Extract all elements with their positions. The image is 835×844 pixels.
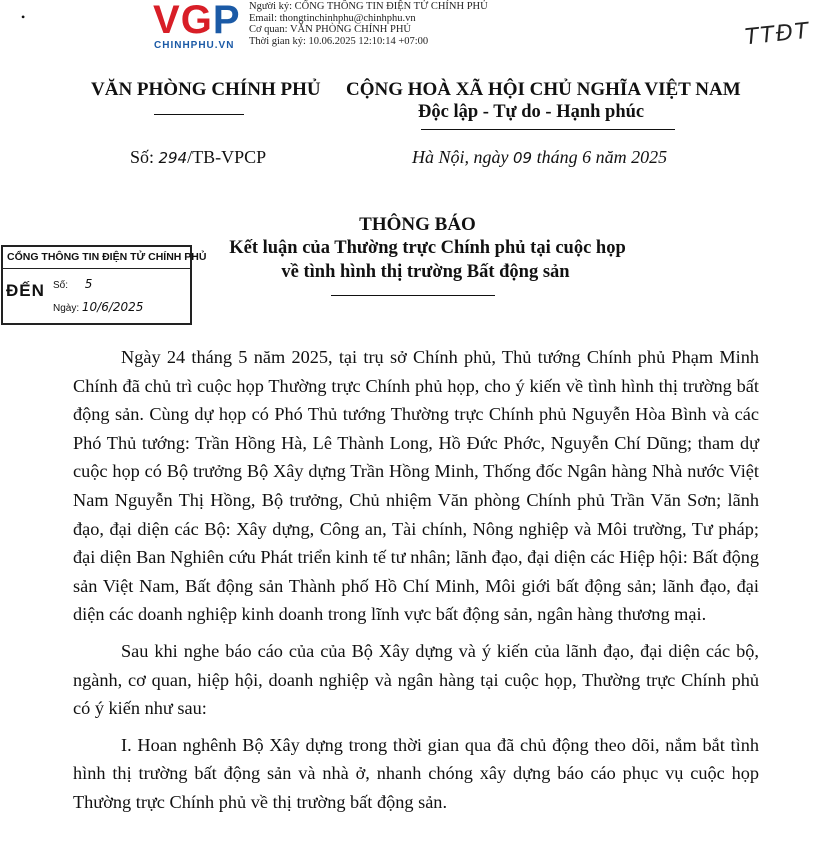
stamp-header: CỔNG THÔNG TIN ĐIỆN TỬ CHÍNH PHỦ — [7, 251, 207, 263]
agency-underline — [154, 114, 244, 115]
vgp-logo — [153, 0, 241, 40]
body-paragraph: I. Hoan nghênh Bộ Xây dựng trong thời gian qua đã chủ động theo dõi, nắm bắt tình hình thị trường bất động sản và nhà ở, nhanh chóng xây dựng báo cáo phục vụ cuộc họp Thường trực Chính phủ về thị trường bất động sản. — [73, 734, 759, 812]
corner-mark: • — [21, 10, 26, 24]
title-underline — [331, 295, 495, 296]
sign-time-line: Thời gian ký: 10.06.2025 12:10:14 +07:00 — [249, 35, 429, 47]
received-stamp — [1, 245, 207, 325]
handwritten-note: TTĐT — [743, 18, 812, 51]
place-date-prefix: Hà Nội, ngày — [412, 147, 509, 167]
national-motto: Độc lập - Tự do - Hạnh phúc — [418, 102, 645, 122]
vgp-logo-v: V — [153, 0, 181, 42]
motto-underline — [421, 129, 675, 130]
stamp-date — [53, 300, 143, 314]
national-title: CỘNG HOÀ XÃ HỘI CHỦ NGHĨA VIỆT NAM — [346, 79, 741, 100]
stamp-date-label: Ngày: — [53, 303, 80, 314]
stamp-number-value: 5 — [84, 277, 93, 291]
stamp-number-label: Số: — [53, 280, 69, 291]
vgp-logo-g: G — [180, 0, 213, 42]
stamp-date-value: 10/6/2025 — [81, 300, 144, 314]
day-value: 09 — [513, 149, 533, 167]
document-title: THÔNG BÁO — [359, 214, 476, 235]
issuing-agency: VĂN PHÒNG CHÍNH PHỦ — [91, 79, 321, 100]
document-subtitle-line2: về tình hình thị trường Bất động sản — [281, 262, 570, 282]
body-paragraph: Sau khi nghe báo cáo của của Bộ Xây dựng và ý kiến của lãnh đạo, đại diện các bộ, ngành, cơ quan, hiệp hội, doanh nghiệp và ngân hàng tại cuộc họp, Thường trực Chính phủ có ý kiến như sau: — [73, 640, 759, 719]
number-value: 294 — [158, 149, 188, 167]
agency-line: Cơ quan: VĂN PHÒNG CHÍNH PHỦ — [249, 24, 411, 35]
document-subtitle-line1: Kết luận của Thường trực Chính phủ tại cuộc họp — [229, 238, 626, 258]
vgp-logo-p: P — [212, 0, 241, 42]
stamp-divider — [3, 268, 190, 269]
number-prefix: Số: — [130, 147, 155, 167]
document-body — [73, 343, 759, 817]
body-paragraph: Ngày 24 tháng 5 năm 2025, tại trụ sở Chính phủ, Thủ tướng Chính phủ Phạm Minh Chính đã chủ trì cuộc họp Thường trực Chính phủ họp, cho ý kiến về tình hình thị trường bất động sản. Cùng dự họp có Phó Thủ tướng Thường trực Chính phủ Nguyễn Hòa Bình và các Phó Thủ tướng: Trần Hồng Hà, Lê Thành Long, Hồ Đức Phớc, Nguyễn Chí Dũng; tham dự cuộc họp có Bộ trưởng Bộ Xây dựng Trần Hồng Minh, Thống đốc Ngân hàng Nhà nước Việt Nam Nguyễn Thị Hồng, Bộ trưởng, Chủ nhiệm Văn phòng Chính phủ Trần Văn Sơn; lãnh đạo, đại diện các Bộ: Xây dựng, Công an, Tài chính, Nông nghiệp và Môi trường, Tư pháp; đại diện Ban Nghiên cứu Phát triển kinh tế tư nhân; lãnh đạo, đại diện các Hiệp hội: Bất động sản Việt Nam, Bất động sản Thành phố Hồ Chí Minh, Môi giới bất động sản; lãnh đạo, đại diện các doanh nghiệp kinh doanh trong lĩnh vực bất động sản, ngân hàng thương mại. — [73, 347, 759, 625]
vgp-logo-subtitle: CHINHPHU.VN — [154, 40, 235, 51]
signer-line: Người ký: CỔNG THÔNG TIN ĐIỆN TỬ CHÍNH PHỦ — [249, 1, 488, 12]
digital-signature-info — [249, 1, 488, 47]
email-line: Email: thongtinchinhphu@chinhphu.vn — [249, 12, 416, 24]
place-date-suffix: tháng 6 năm 2025 — [536, 147, 668, 167]
document-number — [130, 147, 266, 168]
place-and-date — [412, 147, 667, 168]
number-suffix: /TB-VPCP — [187, 147, 267, 167]
stamp-number — [53, 277, 92, 291]
stamp-den-label: ĐẾN — [6, 281, 45, 300]
